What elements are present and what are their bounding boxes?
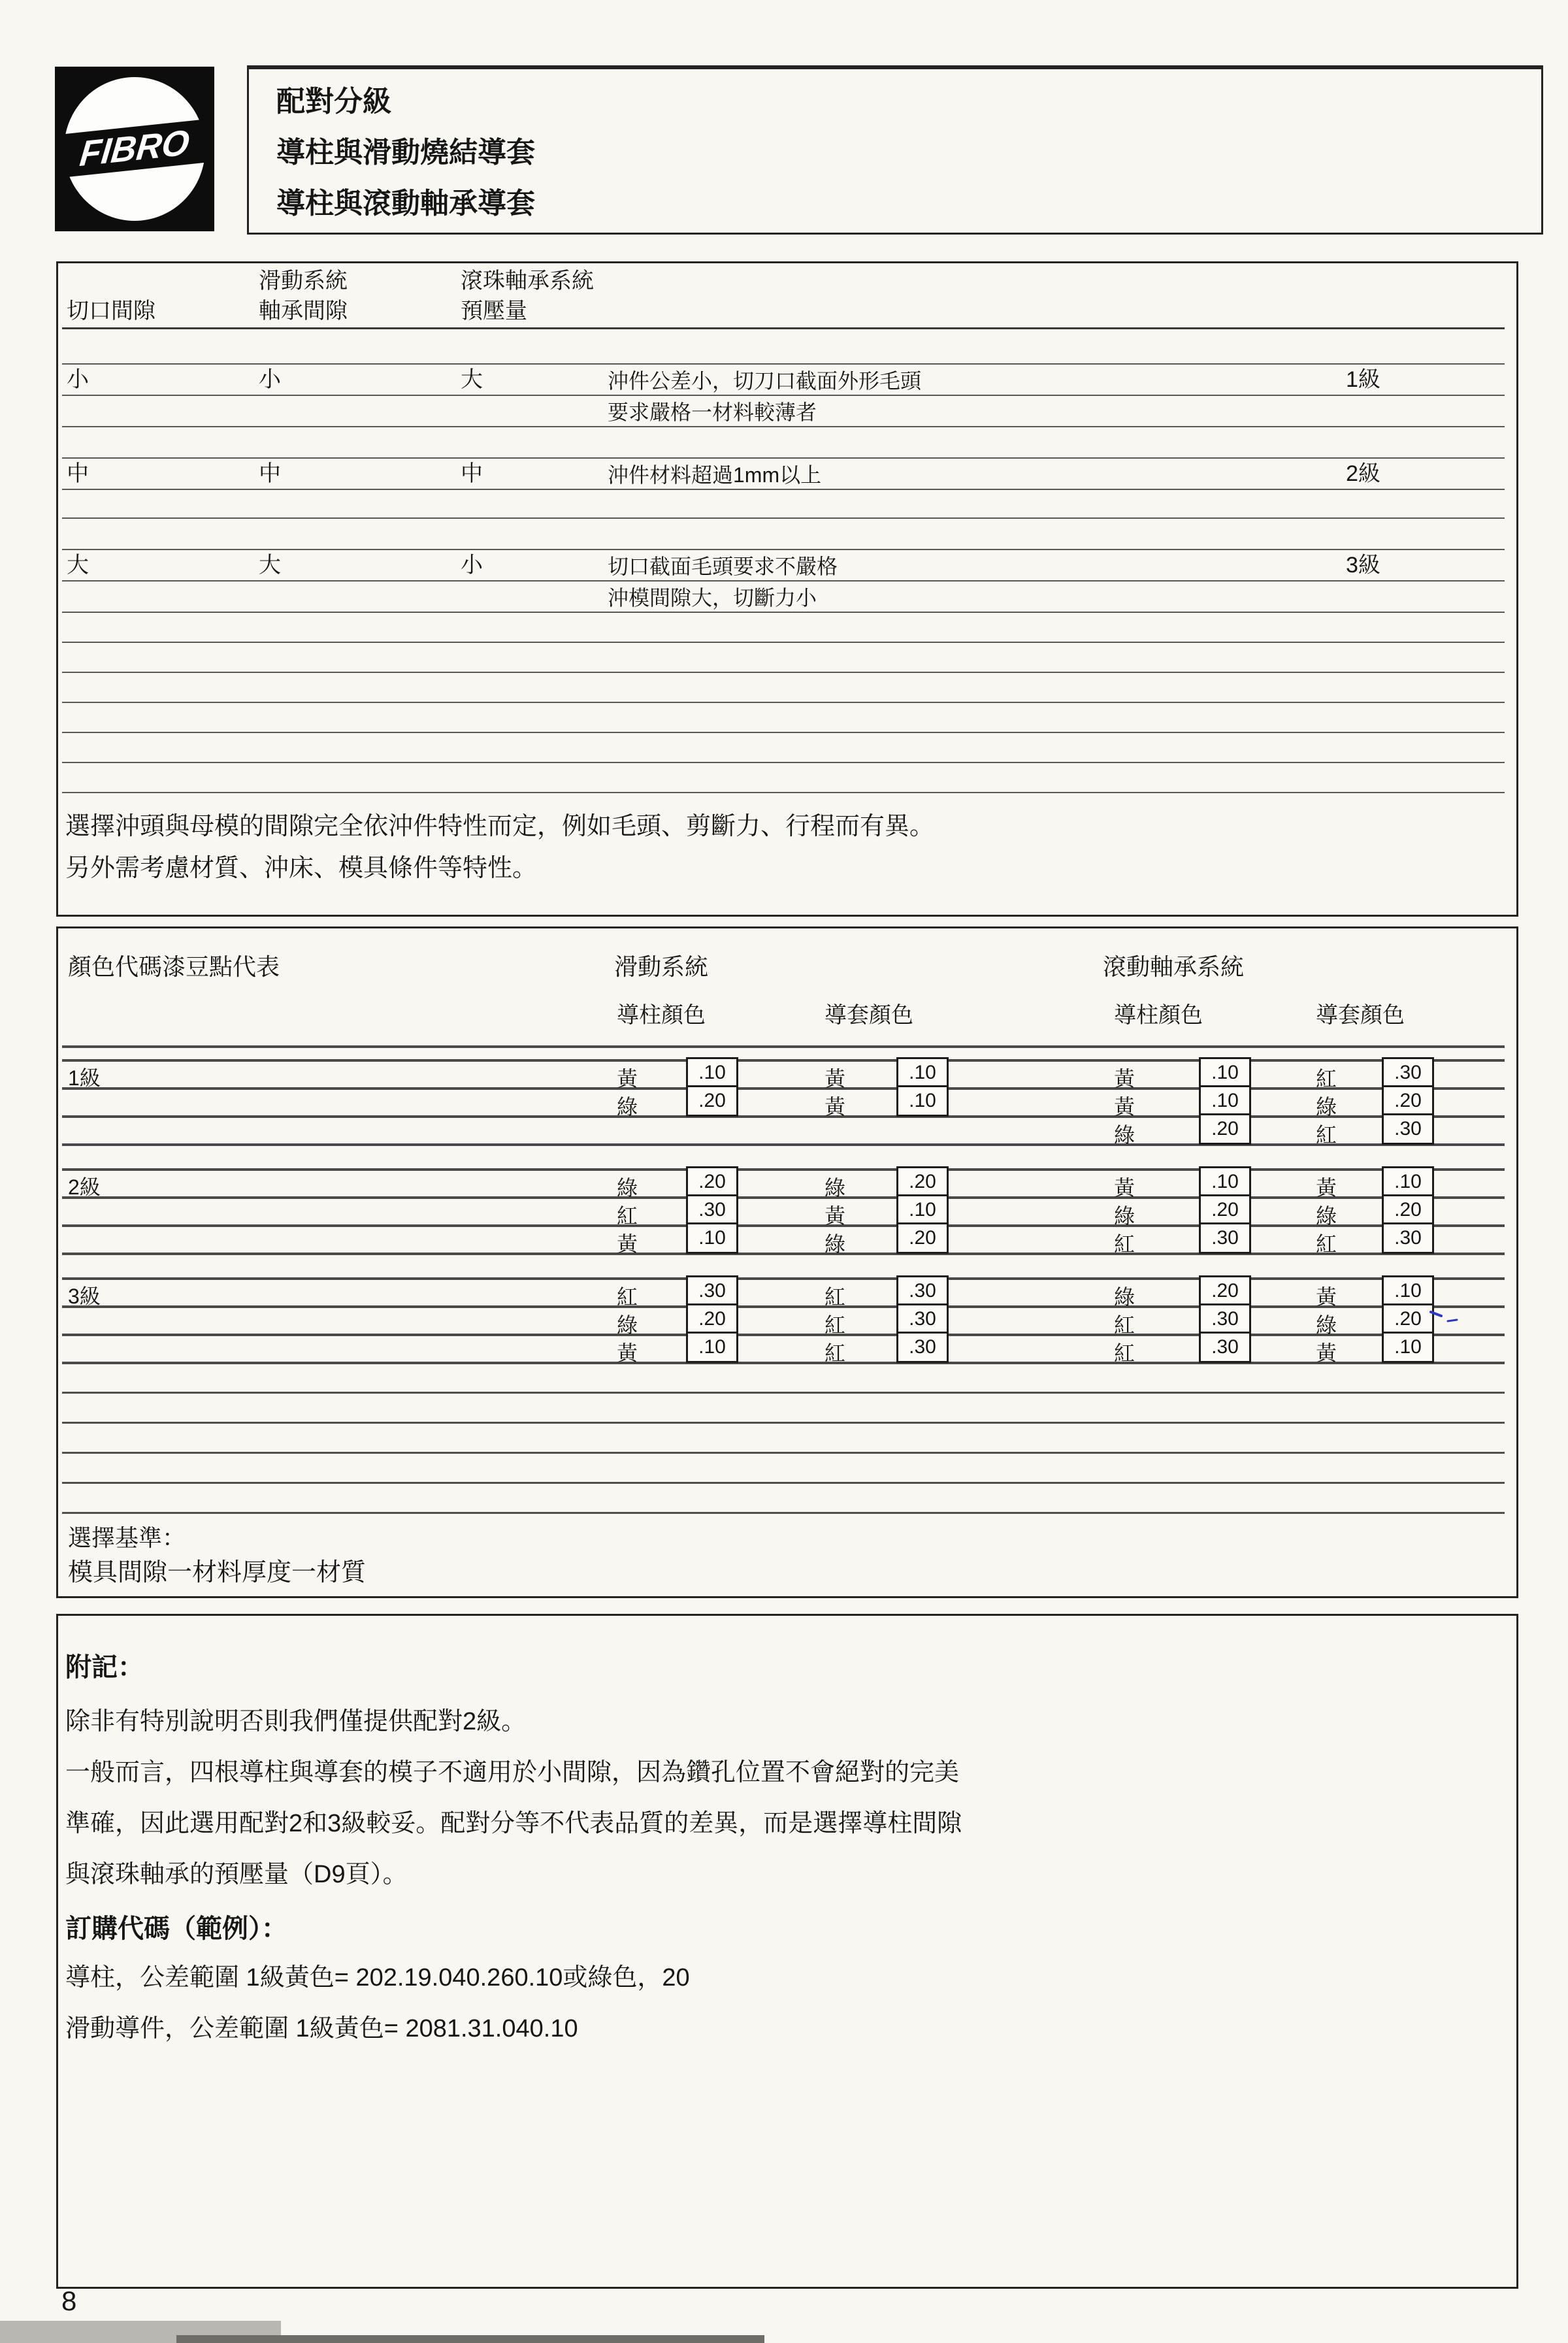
color-char: 黃 xyxy=(1114,1067,1135,1090)
color-char: 紅 xyxy=(617,1285,638,1309)
color-char: 紅 xyxy=(1316,1232,1337,1256)
table-row xyxy=(0,367,1568,395)
tolerance-box: .10 xyxy=(1199,1166,1251,1198)
tolerance-box: .30 xyxy=(686,1275,738,1307)
color-char: 紅 xyxy=(617,1204,638,1228)
tolerance-box: .10 xyxy=(896,1085,949,1117)
t1-rule xyxy=(62,457,1505,459)
color-char: 綠 xyxy=(1316,1095,1337,1119)
t2-grade3-row3 xyxy=(0,1332,1568,1363)
t2-grade2-row3 xyxy=(0,1222,1568,1254)
color-char: 黃 xyxy=(1114,1095,1135,1119)
tolerance-box: .10 xyxy=(896,1057,949,1089)
t1-r3-bearing: 大 xyxy=(259,553,281,578)
tolerance-box: .30 xyxy=(896,1275,949,1307)
color-char: 黃 xyxy=(825,1095,846,1119)
t1-footer-line-1: 選擇沖頭與母模的間隙完全依沖件特性而定，例如毛頭、剪斷力、行程而有異。 xyxy=(65,813,935,840)
color-char: 紅 xyxy=(1316,1123,1337,1147)
tolerance-box: .10 xyxy=(896,1194,949,1226)
tolerance-box: .20 xyxy=(1199,1275,1251,1307)
page-title-line-2: 導柱與滑動燒結導套 xyxy=(276,137,535,169)
t1-r3-desc2: 沖模間隙大，切斷力小 xyxy=(608,586,817,610)
page-title-box xyxy=(247,65,1543,235)
page-number: 8 xyxy=(61,2286,77,2316)
t2-grade2-row1 xyxy=(0,1166,1568,1198)
tolerance-box: .10 xyxy=(686,1222,738,1254)
tolerance-box: .20 xyxy=(896,1166,949,1198)
tolerance-box: .10 xyxy=(1199,1085,1251,1117)
tolerance-box: .20 xyxy=(686,1166,738,1198)
color-char: 紅 xyxy=(825,1285,846,1309)
t1-r1-cut: 小 xyxy=(67,367,89,392)
scan-artifact-edge xyxy=(176,2335,764,2343)
t1-r3-cut: 大 xyxy=(67,553,89,578)
t1-header-rule xyxy=(62,327,1505,329)
color-char: 綠 xyxy=(617,1095,638,1119)
notes-line-4: 與滾珠軸承的預壓量（D9頁）。 xyxy=(65,1861,408,1888)
t2-grade2-label: 2級 xyxy=(68,1175,101,1199)
tolerance-box: .10 xyxy=(686,1057,738,1089)
t1-r1-preload: 大 xyxy=(461,367,483,392)
t1-header-bearing-clearance: 軸承間隙 xyxy=(259,299,348,323)
t2-rule xyxy=(62,1452,1505,1454)
t2-col-header-bushing-1: 導套顏色 xyxy=(825,1003,913,1028)
page-title-line-1: 配對分級 xyxy=(276,86,391,118)
tolerance-box: .10 xyxy=(1382,1166,1434,1198)
t2-grade3-label: 3級 xyxy=(68,1285,101,1308)
color-char: 綠 xyxy=(825,1232,846,1256)
t1-r2-desc: 沖件材料超過1mm以上 xyxy=(608,463,822,487)
color-char: 黃 xyxy=(1316,1285,1337,1309)
color-char: 黃 xyxy=(1114,1176,1135,1200)
color-char: 黃 xyxy=(1316,1176,1337,1200)
color-char: 黃 xyxy=(617,1341,638,1365)
color-char: 紅 xyxy=(1114,1232,1135,1256)
t1-r1-desc2: 要求嚴格一材料較薄者 xyxy=(608,401,817,424)
color-char: 黃 xyxy=(617,1067,638,1090)
color-char: 綠 xyxy=(825,1176,846,1200)
t1-r2-grade: 2級 xyxy=(1346,461,1380,486)
tolerance-box: .20 xyxy=(686,1085,738,1117)
color-char: 綠 xyxy=(1114,1285,1135,1309)
t1-r3-preload: 小 xyxy=(461,553,483,578)
t2-header-rule xyxy=(62,1045,1505,1048)
t1-header-cut-clearance: 切口間隙 xyxy=(67,299,155,323)
order-code-line-2: 滑動導件，公差範圍 1級黃色= 2081.31.040.10 xyxy=(65,2015,578,2042)
color-char: 綠 xyxy=(1114,1204,1135,1228)
t2-title: 顏色代碼漆豆點代表 xyxy=(68,953,280,980)
color-char: 綠 xyxy=(1316,1313,1337,1337)
t2-rule xyxy=(62,1422,1505,1424)
t2-grade1-row2 xyxy=(0,1085,1568,1117)
t2-grade1-label: 1級 xyxy=(68,1066,101,1090)
t2-grade3-row1 xyxy=(0,1275,1568,1307)
tolerance-box: .30 xyxy=(1382,1222,1434,1254)
t2-rule xyxy=(62,1482,1505,1484)
color-char: 綠 xyxy=(617,1313,638,1337)
logo-text: FIBRO xyxy=(78,122,191,174)
t2-grade2-row2 xyxy=(0,1194,1568,1226)
tolerance-box: .10 xyxy=(1382,1275,1434,1307)
tolerance-box: .30 xyxy=(896,1303,949,1335)
tolerance-box: .30 xyxy=(1199,1222,1251,1254)
order-code-title: 訂購代碼（範例）： xyxy=(65,1914,287,1943)
t1-r2-cut: 中 xyxy=(67,461,89,486)
table-row xyxy=(0,461,1568,489)
t1-r3-desc: 切口截面毛頭要求不嚴格 xyxy=(608,555,838,578)
tolerance-box: .20 xyxy=(1199,1194,1251,1226)
t1-r2-bearing: 中 xyxy=(259,461,281,486)
tolerance-box: .10 xyxy=(1199,1057,1251,1089)
color-char: 綠 xyxy=(1316,1204,1337,1228)
t2-col-header-pillar-1: 導柱顏色 xyxy=(617,1003,706,1028)
t2-grade1-row1 xyxy=(0,1057,1568,1089)
color-char: 紅 xyxy=(825,1341,846,1365)
color-char: 綠 xyxy=(1114,1123,1135,1147)
color-char: 紅 xyxy=(825,1313,846,1337)
fibro-logo xyxy=(55,67,214,231)
page-title-line-3: 導柱與滾動軸承導套 xyxy=(276,188,535,220)
t2-rule xyxy=(62,1392,1505,1394)
tolerance-box: .30 xyxy=(1199,1303,1251,1335)
t1-r3-grade: 3級 xyxy=(1346,553,1380,578)
t2-grade3-row2 xyxy=(0,1303,1568,1335)
tolerance-box: .30 xyxy=(1199,1332,1251,1363)
t1-r1-grade: 1級 xyxy=(1346,367,1380,392)
notes-line-2: 一般而言，四根導柱與導套的模子不適用於小間隙，因為鑽孔位置不會絕對的完美 xyxy=(65,1759,960,1786)
t1-footer-line-2: 另外需考慮材質、沖床、模具條件等特性。 xyxy=(65,855,538,882)
tolerance-box: .30 xyxy=(1382,1057,1434,1089)
t1-rule xyxy=(62,549,1505,550)
t2-criteria-text: 模具間隙一材料厚度一材質 xyxy=(68,1559,367,1586)
tolerance-box: .20 xyxy=(1382,1085,1434,1117)
tolerance-box: .20 xyxy=(1382,1194,1434,1226)
t2-col-header-pillar-2: 導柱顏色 xyxy=(1114,1003,1203,1028)
t1-rule xyxy=(62,517,1505,519)
order-code-line-1: 導柱，公差範圍 1級黃色= 202.19.040.260.10或綠色，20 xyxy=(65,1964,690,1991)
notes-line-3: 準確，因此選用配對2和3級較妥。配對分等不代表品質的差異，而是選擇導柱間隙 xyxy=(65,1810,962,1837)
t2-col-header-bushing-2: 導套顏色 xyxy=(1316,1003,1405,1028)
t1-rule xyxy=(62,363,1505,365)
t2-rolling-bearing-system-header: 滾動軸承系統 xyxy=(1103,953,1245,980)
tolerance-box: .20 xyxy=(686,1303,738,1335)
tolerance-box: .20 xyxy=(1199,1113,1251,1145)
tolerance-box: .20 xyxy=(896,1222,949,1254)
t2-sliding-system-header: 滑動系統 xyxy=(614,953,709,980)
tolerance-box: .10 xyxy=(686,1332,738,1363)
tolerance-box: .20 xyxy=(1382,1303,1434,1335)
color-char: 黃 xyxy=(617,1232,638,1256)
t1-header-preload: 預壓量 xyxy=(461,299,527,323)
t1-r1-bearing: 小 xyxy=(259,367,281,392)
color-code-table-frame xyxy=(56,926,1518,1598)
t2-rule xyxy=(62,1512,1505,1514)
t2-criteria-label: 選擇基準： xyxy=(68,1524,186,1551)
table-row xyxy=(0,552,1568,581)
table-row xyxy=(0,398,1568,427)
t1-rule xyxy=(62,732,1505,733)
t1-r2-preload: 中 xyxy=(461,461,483,486)
pen-mark xyxy=(1428,1307,1467,1326)
color-char: 綠 xyxy=(617,1176,638,1200)
t1-header-sliding-system: 滑動系統 xyxy=(259,269,348,293)
color-char: 黃 xyxy=(825,1204,846,1228)
t1-r1-desc: 沖件公差小，切刀口截面外形毛頭 xyxy=(608,369,922,393)
t1-rule xyxy=(62,792,1505,793)
table-row xyxy=(0,583,1568,612)
tolerance-box: .10 xyxy=(1382,1332,1434,1363)
t1-rule xyxy=(62,762,1505,763)
notes-title: 附記： xyxy=(65,1653,144,1682)
t1-rule xyxy=(62,672,1505,673)
t1-rule xyxy=(62,702,1505,703)
color-char: 紅 xyxy=(1114,1341,1135,1365)
t1-header-ball-bearing-system: 滾珠軸承系統 xyxy=(461,269,594,293)
tolerance-box: .30 xyxy=(896,1332,949,1363)
t1-rule xyxy=(62,642,1505,643)
color-char: 紅 xyxy=(1316,1067,1337,1090)
color-char: 紅 xyxy=(1114,1313,1135,1337)
color-char: 黃 xyxy=(1316,1341,1337,1365)
t2-grade1-row3 xyxy=(0,1113,1568,1145)
color-char: 黃 xyxy=(825,1067,846,1090)
tolerance-box: .30 xyxy=(1382,1113,1434,1145)
notes-line-1: 除非有特別說明否則我們僅提供配對2級。 xyxy=(65,1708,527,1735)
tolerance-box: .30 xyxy=(686,1194,738,1226)
